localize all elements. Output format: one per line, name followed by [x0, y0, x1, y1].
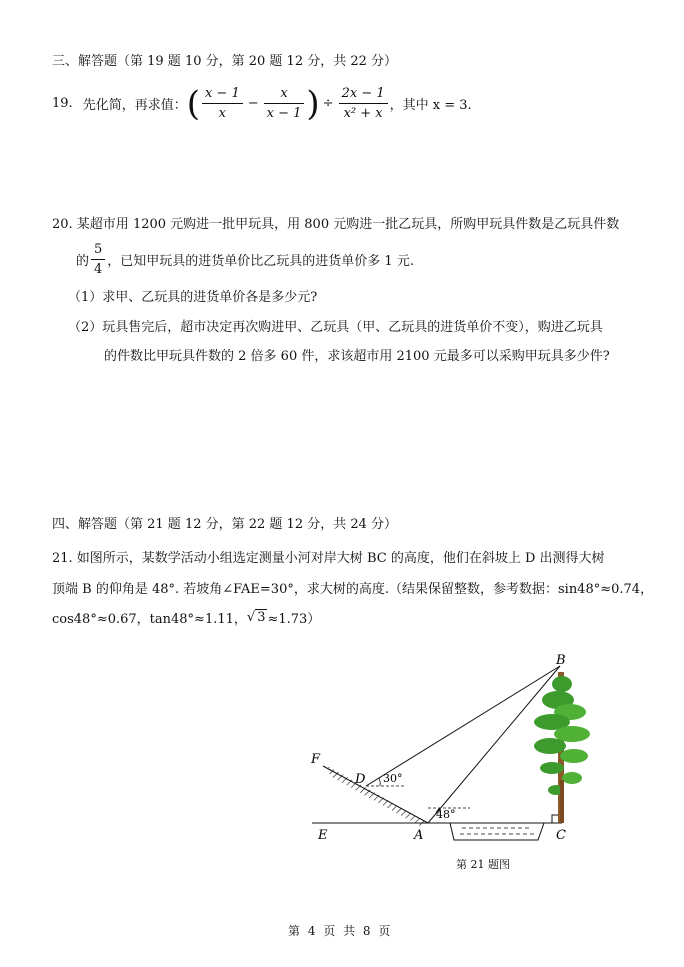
label-a: A [414, 828, 424, 843]
figure-caption: 第 21 题图 [456, 858, 510, 871]
q20-part-1: （1）求甲、乙玩具的进货单价各是多少元? [68, 290, 318, 305]
q20-line-1: 20. 某超市用 1200 元购进一批甲玩具，用 800 元购进一批乙玩具，所购甲玩具件数是乙玩具件数 [52, 217, 620, 232]
label-angle-30: 30° [383, 772, 403, 785]
tree-trunk-lower [560, 780, 564, 823]
q19-frac2-denominator: x − 1 [266, 106, 302, 121]
q20-frac-numerator: 5 [91, 242, 105, 260]
q20-line2-pre: 的 [76, 254, 90, 269]
section-3-heading: 三、解答题（第 19 题 10 分，第 20 题 12 分，共 22 分） [52, 54, 398, 69]
q19-lead: 先化简，再求值： [82, 98, 187, 113]
label-c: C [556, 828, 566, 843]
sight-line-d-b [366, 666, 560, 786]
label-b: B [556, 653, 566, 668]
q19-frac1-numerator: x − 1 [202, 86, 243, 104]
page-footer: 第 4 页 共 8 页 [288, 924, 393, 938]
q19-condition: ，其中 x = 3. [389, 98, 472, 113]
slope-hatching [328, 766, 428, 826]
q21-line3-pre: cos48°≈0.67，tan48°≈1.11， [52, 612, 247, 627]
q19-frac3-numerator: 2x − 1 [339, 86, 388, 104]
q21-line-1: 21. 如图所示，某数学活动小组选定测量小河对岸大树 BC 的高度，他们在斜坡上 D 出测得大树 [52, 551, 605, 566]
q19-divide: ÷ [322, 96, 334, 111]
sqrt-radicand: 3 [257, 610, 266, 625]
q20-frac-denominator: 4 [94, 262, 103, 277]
label-f: F [311, 752, 321, 767]
q21-line-2: 顶端 B 的仰角是 48°. 若坡角∠FAE=30°，求大树的高度.（结果保留整数，参考数据：sin48°≈0.74， [52, 582, 654, 597]
q19-minus: − [247, 96, 259, 111]
left-paren: ( [186, 83, 200, 124]
q19-frac2-numerator: x [264, 86, 305, 104]
q19-number: 19. [52, 96, 73, 111]
label-d: D [355, 772, 366, 787]
q20-part-2-line-2: 的件数比甲玩具件数的 2 倍多 60 件，求该超市用 2100 元最多可以采购甲玩具多少件? [104, 349, 610, 364]
sqrt-symbol: √ 3 [246, 610, 266, 625]
q20-part-2-line-1: （2）玩具售完后，超市决定再次购进甲、乙玩具（甲、乙玩具的进货单价不变），购进乙玩具 [68, 320, 603, 335]
right-paren: ) [306, 83, 320, 124]
q19-frac1-denominator: x [218, 106, 227, 121]
river-bank [450, 823, 544, 840]
angle-arc-30 [379, 778, 380, 786]
label-e: E [318, 828, 328, 843]
q19-frac3-denominator: x² + x [343, 106, 383, 121]
q20-line2-post: ，已知甲玩具的进货单价比乙玩具的进货单价多 1 元. [107, 254, 414, 269]
label-angle-48: 48° [436, 808, 456, 821]
section-4-heading: 四、解答题（第 21 题 12 分，第 22 题 12 分，共 24 分） [52, 517, 398, 532]
q21-line3-post: ≈1.73） [267, 612, 321, 627]
